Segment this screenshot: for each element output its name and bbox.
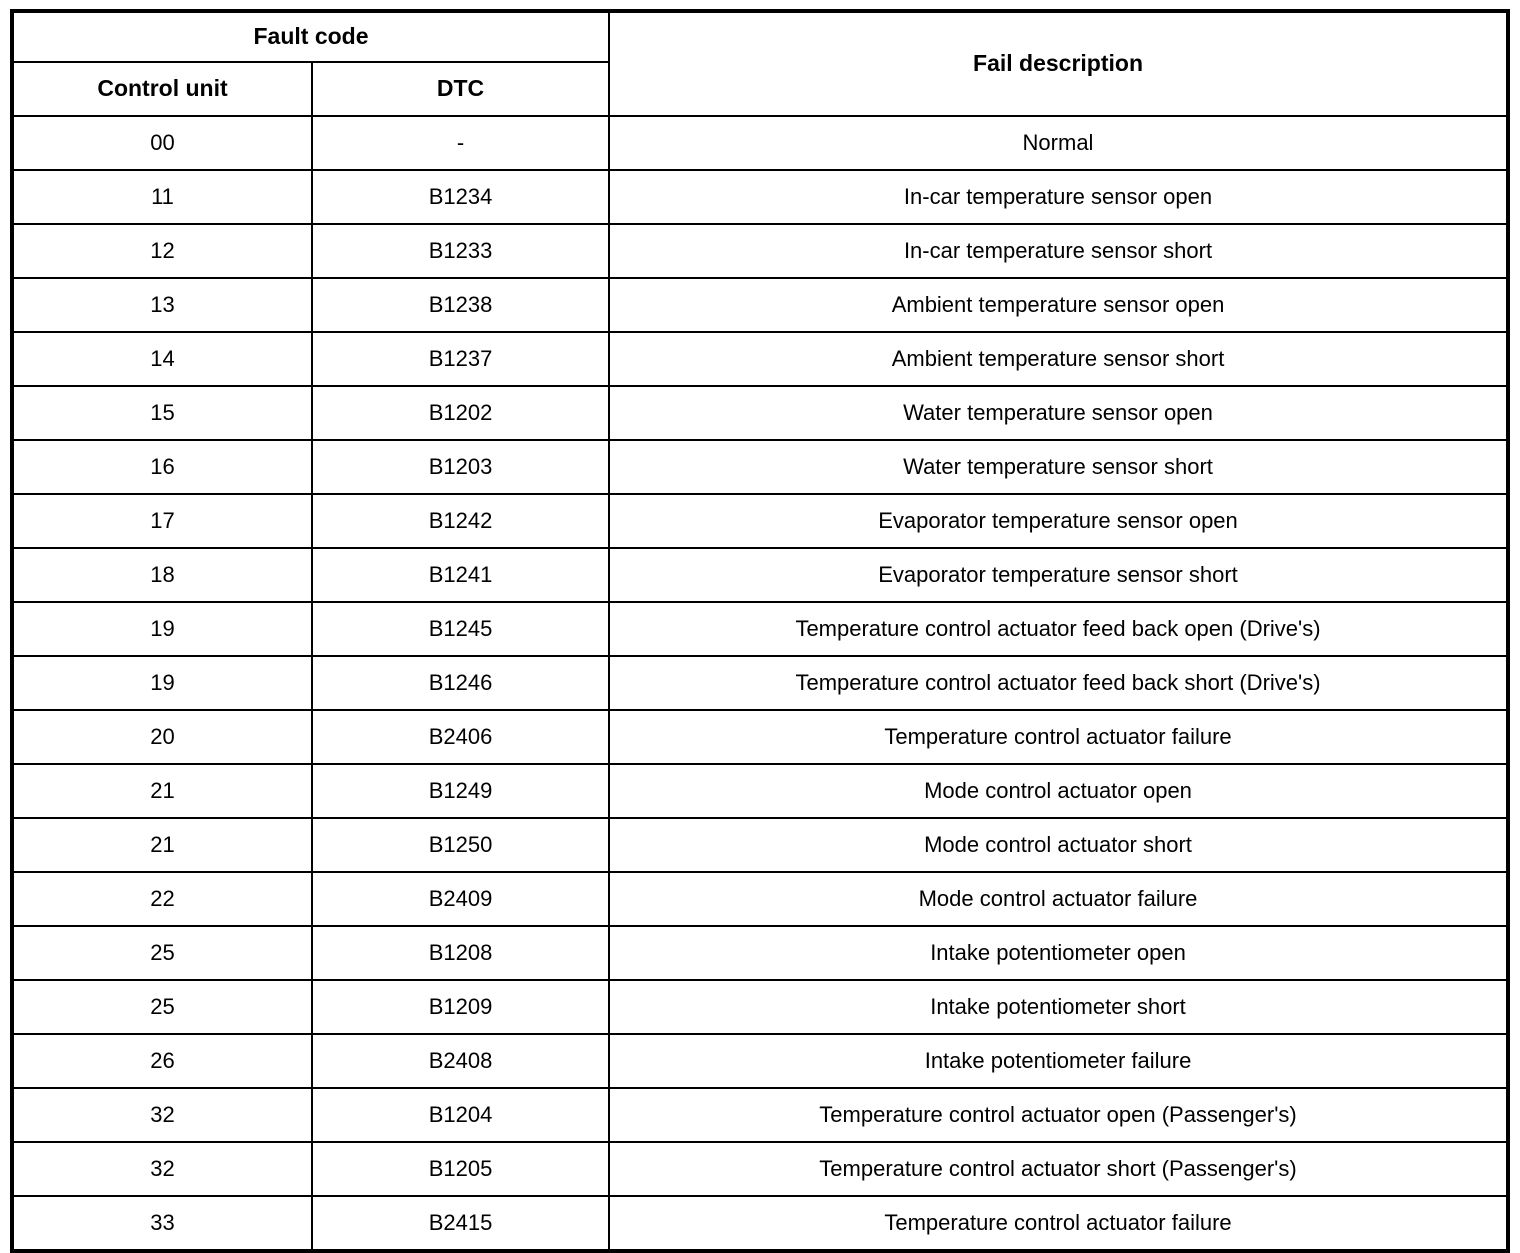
cell-control-unit: 00 [12, 116, 312, 170]
cell-fail-description: Intake potentiometer short [609, 980, 1508, 1034]
table-row [12, 548, 1508, 602]
cell-control-unit: 13 [12, 278, 312, 332]
cell-dtc: B1202 [312, 386, 609, 440]
table-row [12, 656, 1508, 710]
cell-dtc: B2409 [312, 872, 609, 926]
cell-control-unit: 14 [12, 332, 312, 386]
cell-fail-description: Ambient temperature sensor open [609, 278, 1508, 332]
cell-control-unit: 26 [12, 1034, 312, 1088]
table-row [12, 1034, 1508, 1088]
cell-dtc: B1208 [312, 926, 609, 980]
cell-control-unit: 15 [12, 386, 312, 440]
cell-control-unit: 12 [12, 224, 312, 278]
cell-control-unit: 16 [12, 440, 312, 494]
cell-fail-description: In-car temperature sensor short [609, 224, 1508, 278]
table-header [12, 11, 1508, 116]
cell-fail-description: Temperature control actuator feed back short (Drive's) [609, 656, 1508, 710]
cell-dtc: B1241 [312, 548, 609, 602]
cell-control-unit: 19 [12, 656, 312, 710]
cell-dtc: B1242 [312, 494, 609, 548]
cell-fail-description: Temperature control actuator failure [609, 1196, 1508, 1251]
table-row [12, 1142, 1508, 1196]
cell-control-unit: 11 [12, 170, 312, 224]
table-row [12, 494, 1508, 548]
cell-fail-description: Ambient temperature sensor short [609, 332, 1508, 386]
cell-control-unit: 20 [12, 710, 312, 764]
table-row [12, 602, 1508, 656]
table-row [12, 818, 1508, 872]
table-row [12, 386, 1508, 440]
header-dtc: DTC [312, 62, 609, 116]
header-row-top [12, 11, 1508, 62]
table-row [12, 278, 1508, 332]
cell-fail-description: Mode control actuator open [609, 764, 1508, 818]
cell-dtc: B1245 [312, 602, 609, 656]
cell-control-unit: 21 [12, 764, 312, 818]
cell-control-unit: 25 [12, 926, 312, 980]
table-row [12, 440, 1508, 494]
table-row [12, 710, 1508, 764]
cell-dtc: B1204 [312, 1088, 609, 1142]
header-fail-description: Fail description [609, 11, 1508, 116]
fault-code-table [10, 9, 1510, 1253]
cell-fail-description: Mode control actuator short [609, 818, 1508, 872]
cell-fail-description: Normal [609, 116, 1508, 170]
table-row [12, 224, 1508, 278]
cell-dtc: B1237 [312, 332, 609, 386]
table-row [12, 764, 1508, 818]
cell-dtc: B2408 [312, 1034, 609, 1088]
table-row [12, 332, 1508, 386]
cell-dtc: B1246 [312, 656, 609, 710]
cell-dtc: - [312, 116, 609, 170]
cell-control-unit: 21 [12, 818, 312, 872]
table-row [12, 116, 1508, 170]
cell-fail-description: Water temperature sensor open [609, 386, 1508, 440]
cell-fail-description: Temperature control actuator short (Passenger's) [609, 1142, 1508, 1196]
table-body [12, 116, 1508, 1251]
cell-control-unit: 32 [12, 1088, 312, 1142]
cell-dtc: B2406 [312, 710, 609, 764]
header-control-unit: Control unit [12, 62, 312, 116]
cell-control-unit: 17 [12, 494, 312, 548]
cell-dtc: B2415 [312, 1196, 609, 1251]
cell-fail-description: Evaporator temperature sensor short [609, 548, 1508, 602]
cell-fail-description: Temperature control actuator feed back open (Drive's) [609, 602, 1508, 656]
cell-control-unit: 32 [12, 1142, 312, 1196]
cell-fail-description: In-car temperature sensor open [609, 170, 1508, 224]
table-row [12, 1196, 1508, 1251]
cell-control-unit: 18 [12, 548, 312, 602]
cell-dtc: B1234 [312, 170, 609, 224]
cell-dtc: B1249 [312, 764, 609, 818]
cell-control-unit: 22 [12, 872, 312, 926]
cell-fail-description: Evaporator temperature sensor open [609, 494, 1508, 548]
cell-fail-description: Water temperature sensor short [609, 440, 1508, 494]
cell-dtc: B1238 [312, 278, 609, 332]
cell-control-unit: 33 [12, 1196, 312, 1251]
cell-fail-description: Temperature control actuator failure [609, 710, 1508, 764]
table-row [12, 1088, 1508, 1142]
cell-control-unit: 25 [12, 980, 312, 1034]
table-row [12, 170, 1508, 224]
cell-dtc: B1205 [312, 1142, 609, 1196]
cell-dtc: B1209 [312, 980, 609, 1034]
cell-dtc: B1203 [312, 440, 609, 494]
cell-fail-description: Temperature control actuator open (Passenger's) [609, 1088, 1508, 1142]
table-row [12, 980, 1508, 1034]
cell-fail-description: Intake potentiometer open [609, 926, 1508, 980]
table-row [12, 872, 1508, 926]
cell-control-unit: 19 [12, 602, 312, 656]
cell-fail-description: Mode control actuator failure [609, 872, 1508, 926]
cell-dtc: B1233 [312, 224, 609, 278]
header-fault-code: Fault code [12, 11, 609, 62]
table-row [12, 926, 1508, 980]
cell-fail-description: Intake potentiometer failure [609, 1034, 1508, 1088]
cell-dtc: B1250 [312, 818, 609, 872]
